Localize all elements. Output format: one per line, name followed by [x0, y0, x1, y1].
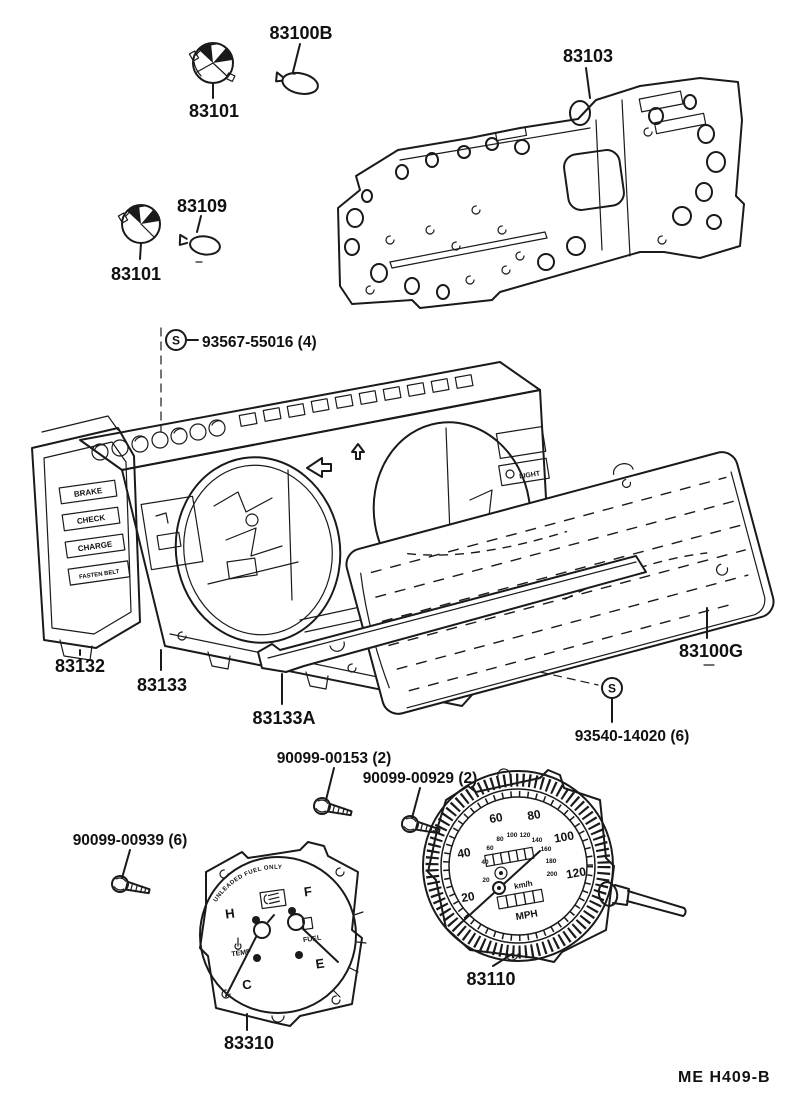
svg-text:100: 100	[552, 828, 576, 846]
temp-c: C	[241, 976, 253, 993]
circuit-plate-83103	[338, 68, 744, 308]
svg-text:140: 140	[531, 837, 543, 844]
s-marker-lens: S	[607, 681, 617, 696]
speedometer-inner-unit: km/h	[513, 878, 534, 891]
fuel-temp-gauge-83310	[200, 842, 366, 1030]
label-83133A: 83133A	[252, 708, 316, 728]
s-marker-top: S	[171, 333, 181, 348]
screw-90099-00153-icon	[312, 768, 353, 821]
wedge-bulb-83100B-icon	[274, 44, 320, 97]
light-window-label: LIGHT	[518, 470, 541, 481]
svg-text:40: 40	[481, 859, 489, 866]
svg-text:60: 60	[486, 845, 494, 852]
svg-text:20: 20	[460, 888, 476, 906]
screw-note-93567	[161, 328, 198, 432]
end-cap-83132	[32, 416, 140, 660]
label-90099-00939: 90099-00939 (6)	[72, 832, 188, 849]
bulb-socket-mid-icon	[118, 205, 160, 259]
fuel-e: E	[314, 955, 326, 972]
label-90099-00929: 90099-00929 (2)	[362, 770, 478, 787]
label-93540: 93540-14020 (6)	[574, 728, 690, 745]
screw-90099-00939-icon	[110, 850, 151, 899]
bulb-socket-top-icon	[189, 43, 234, 98]
svg-text:120: 120	[519, 832, 531, 839]
fuel-f: F	[302, 883, 313, 900]
label-83101-mid: 83101	[110, 264, 162, 284]
svg-text:100: 100	[506, 832, 518, 839]
svg-text:60: 60	[488, 809, 504, 827]
label-83109: 83109	[176, 196, 228, 216]
temp-label: TEMP	[231, 948, 252, 959]
svg-text:80: 80	[496, 836, 504, 843]
label-83101-top: 83101	[188, 101, 240, 121]
thermometer-icon	[235, 938, 241, 949]
headlight-icon	[260, 889, 286, 908]
light-window	[496, 427, 549, 486]
svg-text:40: 40	[456, 844, 472, 862]
bulb-83109-icon	[178, 216, 221, 262]
speedometer-83110	[423, 769, 686, 966]
label-90099-00153: 90099-00153 (2)	[276, 750, 392, 767]
temp-h: H	[224, 905, 236, 922]
svg-text:160: 160	[540, 846, 552, 853]
warning-window-check: CHECK	[76, 513, 106, 526]
label-83132: 83132	[54, 656, 106, 676]
warning-windows	[59, 480, 130, 585]
svg-text:200: 200	[546, 871, 558, 878]
svg-text:180: 180	[545, 858, 557, 865]
label-83100B: 83100B	[269, 23, 333, 43]
screw-note-93540	[540, 672, 622, 722]
warning-window-brake: BRAKE	[73, 486, 103, 499]
warning-window-charge: CHARGE	[77, 539, 113, 554]
label-83100G: 83100G	[678, 641, 744, 661]
speedometer-outer-unit: MPH	[514, 908, 539, 924]
svg-text:80: 80	[526, 806, 542, 824]
svg-text:20: 20	[482, 877, 490, 884]
fuel-label: FUEL	[302, 934, 322, 945]
label-93567: 93567-55016 (4)	[202, 334, 317, 351]
bulb-icon	[506, 470, 514, 478]
label-83110: 83110	[466, 969, 516, 989]
svg-text:120: 120	[564, 864, 588, 882]
drawing-code: ME H409-B	[678, 1069, 771, 1086]
speedometer-mph-numbers	[456, 807, 587, 905]
warning-window-belt: FASTEN BELT	[78, 569, 120, 581]
label-83133: 83133	[136, 675, 188, 695]
label-83310: 83310	[223, 1033, 275, 1053]
label-83103: 83103	[562, 46, 614, 66]
fuel-gauge-arc-text: UNLEADED FUEL ONLY	[212, 864, 283, 904]
